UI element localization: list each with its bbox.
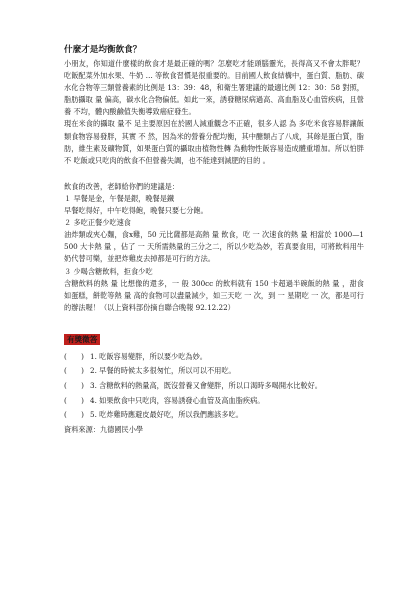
quiz-question: 5. 吃炸雞時應避皮最好吃，所以我們應該多吃。: [90, 410, 243, 420]
intro-paragraph: 小朋友，你知道什麼樣的飲食才是最正確的嗎？怎麼吃才能頭腦靈光，長得高又不會太胖呢？吃飯配菜外加水果、牛奶 … 等飲食習慣是很重要的。目前國人飲食結構中，蛋白質、脂肪、碳水化合物等三類營養素的比例是 13：39：48，和衛生署建議的最適比例 12：30：58 對照，脂肪攝取 量 偏高，碳水化合物偏低。如此一來，誘發糖尿病過高、高血脂及心血管疾病，且營養 不均，體內酸鹼值失衡導致癌症發生。: [64, 59, 364, 117]
quiz-item: [64, 408, 364, 423]
quiz-item: [64, 350, 364, 365]
tip1-body: 早餐吃得好，中午吃得飽，晚餐只要七分飽。: [64, 206, 208, 216]
quiz-item: [64, 394, 364, 409]
tip2-heading: ２ 多吃正餐少吃速食: [64, 218, 131, 228]
improve-heading: 飲食的改善，老師給你們的建議是：: [64, 181, 180, 191]
quiz-item: [64, 379, 364, 394]
doc-title: 什麼才是均衡飲食？: [64, 45, 142, 55]
quiz-question: 4. 如果飲食中只吃肉，容易誘發心血管及高血脂疾病。: [90, 395, 265, 405]
rice-paragraph: 現在米食的攝取 量不 足主要原因在於國人減重觀念不正確，很多人認 為 多吃米食容易胖讓飯類食物容易發胖，其實 不 然，因為米的營養分配均衡，其中醣類占了八成，其餘是蛋白質，脂肪，維生素及礦物質，如果蛋白質的攝取由植物性轉 為動物性飯容易造成體重增加。所以怕胖 不 吃飯或只吃肉的飲食不但營養失調，也不能達到減肥的目的 。: [64, 119, 364, 165]
tip2-body: 油炸類或夾心麵，食x雞，50 元比薩都是高熱 量 飲食，吃 一 次速食的熱 量 相當於 1000—1500 大卡熱 量 ，佔了 一 天所需熱量的三分之二，所以少吃為妙，若真要食用，可將飲料用牛奶代替可樂，並把炸雞皮去掉都是可行的方法。: [64, 230, 364, 264]
tip1-heading: １ 早餐是金，午餐是銀，晚餐是鐵: [64, 193, 175, 203]
tip3-heading: ３ 少喝含糖飲料，拒食少吃: [64, 266, 153, 276]
quiz-question: 3. 含糖飲料的熱量高，既沒營養又會變胖，所以口渴時多喝開水比較好。: [90, 381, 322, 391]
tip3-body: 含糖飲料的熱 量 比想像的還多，一 般 300cc 的飲料就有 150 卡超過半碗飯的熱 量 ，甜食如蛋糕，餅乾等熱 量 高的食物可以盡量減少，如三天吃 一 次，到 一 星期吃 一 次，都是可行的辦法喔！（以上資料部份摘自聯合晚報 92.12.22）: [64, 278, 364, 312]
source-line: 資料來源：九德國民小學: [64, 424, 144, 434]
document-page: [64, 44, 364, 436]
answer-blank[interactable]: ( ): [64, 381, 84, 391]
quiz-question: 2. 早餐的時候太多很匆忙，所以可以不用吃。: [90, 366, 236, 376]
quiz-badge: 有獎徵答: [64, 334, 100, 345]
answer-blank[interactable]: ( ): [64, 366, 84, 376]
quiz-question: 1. 吃飯容易變胖，所以要少吃為妙。: [90, 351, 207, 361]
answer-blank[interactable]: ( ): [64, 351, 84, 361]
answer-blank[interactable]: ( ): [64, 395, 84, 405]
answer-blank[interactable]: ( ): [64, 410, 84, 420]
section-gap: [64, 167, 364, 181]
quiz-item: [64, 364, 364, 379]
quiz-list: [64, 350, 364, 423]
